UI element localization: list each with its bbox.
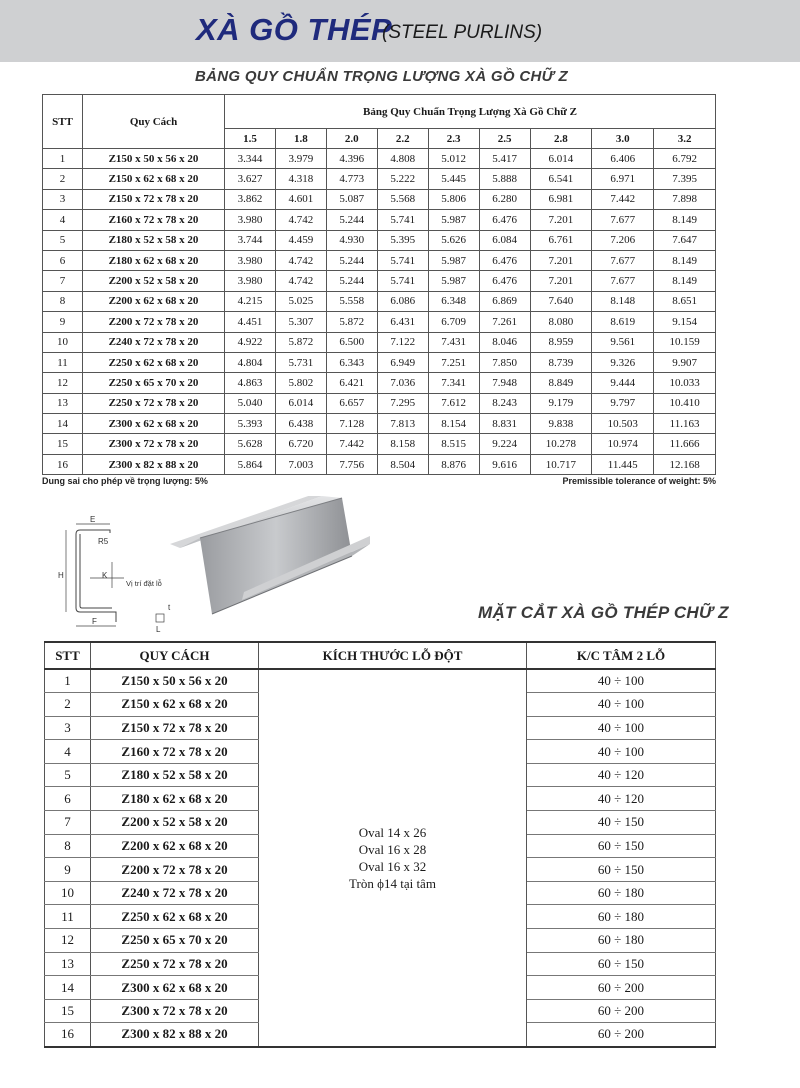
weight-cell: 4.215 bbox=[225, 291, 276, 311]
section-table-body bbox=[45, 669, 716, 1047]
row-dist: 60 ÷ 200 bbox=[527, 1023, 716, 1047]
weight-cell: 5.987 bbox=[428, 250, 479, 270]
weight-cell: 8.504 bbox=[377, 454, 428, 474]
row-dist: 60 ÷ 200 bbox=[527, 976, 716, 1000]
section-table bbox=[44, 641, 716, 1048]
row-stt: 13 bbox=[45, 952, 91, 976]
row-stt: 8 bbox=[43, 291, 83, 311]
weight-cell: 5.806 bbox=[428, 189, 479, 209]
weight-cell: 6.709 bbox=[428, 312, 479, 332]
row-stt: 15 bbox=[45, 999, 91, 1023]
weight-cell: 8.849 bbox=[530, 373, 592, 393]
row-stt: 15 bbox=[43, 434, 83, 454]
weight-cell: 7.647 bbox=[654, 230, 716, 250]
weight-cell: 4.601 bbox=[275, 189, 326, 209]
row-spec: Z250 x 72 x 78 x 20 bbox=[83, 393, 225, 413]
weight-cell: 8.619 bbox=[592, 312, 654, 332]
row-stt: 9 bbox=[45, 858, 91, 882]
weight-cell: 11.445 bbox=[592, 454, 654, 474]
weight-cell: 5.244 bbox=[326, 210, 377, 230]
col-stt-header: STT bbox=[45, 642, 91, 669]
hole-size-line: Oval 16 x 32 bbox=[358, 858, 427, 874]
weight-cell: 7.640 bbox=[530, 291, 592, 311]
row-stt: 2 bbox=[43, 169, 83, 189]
row-dist: 60 ÷ 180 bbox=[527, 929, 716, 953]
weight-cell: 5.802 bbox=[275, 373, 326, 393]
weight-cell: 5.741 bbox=[377, 210, 428, 230]
row-spec: Z300 x 82 x 88 x 20 bbox=[91, 1023, 259, 1047]
weight-cell: 3.627 bbox=[225, 169, 276, 189]
weight-cell: 5.445 bbox=[428, 169, 479, 189]
row-spec: Z250 x 62 x 68 x 20 bbox=[83, 352, 225, 372]
row-stt: 13 bbox=[43, 393, 83, 413]
table-row bbox=[43, 149, 716, 169]
row-spec: Z240 x 72 x 78 x 20 bbox=[91, 881, 259, 905]
row-spec: Z200 x 62 x 68 x 20 bbox=[91, 834, 259, 858]
weight-cell: 7.677 bbox=[592, 210, 654, 230]
thickness-header: 1.5 bbox=[225, 129, 276, 149]
weight-cell: 10.033 bbox=[654, 373, 716, 393]
weight-cell: 6.084 bbox=[479, 230, 530, 250]
weight-cell: 11.163 bbox=[654, 414, 716, 434]
row-spec: Z300 x 82 x 88 x 20 bbox=[83, 454, 225, 474]
row-dist: 40 ÷ 150 bbox=[527, 811, 716, 835]
weight-cell: 8.149 bbox=[654, 210, 716, 230]
weight-cell: 7.395 bbox=[654, 169, 716, 189]
row-spec: Z180 x 62 x 68 x 20 bbox=[83, 250, 225, 270]
z-purlin-diagram bbox=[52, 496, 372, 636]
weight-cell: 4.459 bbox=[275, 230, 326, 250]
weight-cell: 9.797 bbox=[592, 393, 654, 413]
weight-cell: 9.444 bbox=[592, 373, 654, 393]
hole-size-line: Oval 16 x 28 bbox=[358, 841, 427, 857]
row-spec: Z160 x 72 x 78 x 20 bbox=[91, 740, 259, 764]
hole-size-cell bbox=[259, 669, 527, 1047]
weight-cell: 8.149 bbox=[654, 271, 716, 291]
weight-cell: 7.756 bbox=[326, 454, 377, 474]
weight-cell: 4.742 bbox=[275, 210, 326, 230]
row-spec: Z250 x 62 x 68 x 20 bbox=[91, 905, 259, 929]
row-spec: Z200 x 52 x 58 x 20 bbox=[83, 271, 225, 291]
weight-cell: 6.348 bbox=[428, 291, 479, 311]
weight-cell: 5.012 bbox=[428, 149, 479, 169]
dim-label-k: K bbox=[102, 571, 108, 580]
dim-label-e: E bbox=[90, 515, 96, 524]
weight-cell: 5.888 bbox=[479, 169, 530, 189]
weight-cell: 3.980 bbox=[225, 210, 276, 230]
weight-cell: 10.159 bbox=[654, 332, 716, 352]
thickness-header: 3.2 bbox=[654, 129, 716, 149]
dim-label-f: F bbox=[92, 617, 97, 626]
weight-cell: 5.741 bbox=[377, 250, 428, 270]
tolerance-note-vi: Dung sai cho phép về trọng lượng: 5% bbox=[42, 476, 208, 486]
weight-cell: 5.872 bbox=[326, 312, 377, 332]
weight-cell: 8.739 bbox=[530, 352, 592, 372]
weight-cell: 5.987 bbox=[428, 210, 479, 230]
weight-cell: 3.744 bbox=[225, 230, 276, 250]
hole-size-line: Tròn ϕ14 tại tâm bbox=[349, 875, 436, 891]
weight-cell: 6.500 bbox=[326, 332, 377, 352]
weight-cell: 4.804 bbox=[225, 352, 276, 372]
weight-cell: 5.040 bbox=[225, 393, 276, 413]
weight-cell: 4.396 bbox=[326, 149, 377, 169]
table-row bbox=[43, 373, 716, 393]
weight-cell: 5.872 bbox=[275, 332, 326, 352]
row-stt: 3 bbox=[45, 716, 91, 740]
thickness-header: 2.0 bbox=[326, 129, 377, 149]
row-spec: Z250 x 65 x 70 x 20 bbox=[83, 373, 225, 393]
weight-cell: 4.922 bbox=[225, 332, 276, 352]
page-title: XÀ GỒ THÉP bbox=[196, 12, 393, 47]
weight-cell: 11.666 bbox=[654, 434, 716, 454]
weight-cell: 5.568 bbox=[377, 189, 428, 209]
row-spec: Z160 x 72 x 78 x 20 bbox=[83, 210, 225, 230]
weight-cell: 7.122 bbox=[377, 332, 428, 352]
row-dist: 40 ÷ 100 bbox=[527, 716, 716, 740]
row-stt: 5 bbox=[45, 763, 91, 787]
weight-cell: 6.476 bbox=[479, 250, 530, 270]
weight-cell: 3.980 bbox=[225, 271, 276, 291]
weight-cell: 10.410 bbox=[654, 393, 716, 413]
row-dist: 60 ÷ 180 bbox=[527, 905, 716, 929]
table-row bbox=[43, 250, 716, 270]
weight-cell: 7.201 bbox=[530, 250, 592, 270]
weight-cell: 6.476 bbox=[479, 210, 530, 230]
weight-cell: 6.792 bbox=[654, 149, 716, 169]
hole-size-line: Oval 14 x 26 bbox=[358, 824, 427, 840]
weight-cell: 5.222 bbox=[377, 169, 428, 189]
table-row bbox=[43, 414, 716, 434]
row-stt: 14 bbox=[45, 976, 91, 1000]
weight-cell: 9.561 bbox=[592, 332, 654, 352]
weight-cell: 7.442 bbox=[592, 189, 654, 209]
row-spec: Z180 x 52 x 58 x 20 bbox=[91, 763, 259, 787]
weight-cell: 6.720 bbox=[275, 434, 326, 454]
weight-cell: 5.864 bbox=[225, 454, 276, 474]
row-spec: Z300 x 72 x 78 x 20 bbox=[91, 999, 259, 1023]
row-spec: Z200 x 72 x 78 x 20 bbox=[83, 312, 225, 332]
weight-table bbox=[42, 94, 716, 475]
table-row bbox=[43, 271, 716, 291]
thickness-header: 2.8 bbox=[530, 129, 592, 149]
weight-cell: 8.148 bbox=[592, 291, 654, 311]
col-spec-header: QUY CÁCH bbox=[91, 642, 259, 669]
weight-cell: 9.154 bbox=[654, 312, 716, 332]
weight-cell: 6.280 bbox=[479, 189, 530, 209]
row-spec: Z180 x 62 x 68 x 20 bbox=[91, 787, 259, 811]
weight-cell: 7.341 bbox=[428, 373, 479, 393]
col-dist-header: K/C TÂM 2 LỖ bbox=[527, 642, 716, 669]
table-row bbox=[45, 669, 716, 693]
table-row bbox=[43, 352, 716, 372]
tolerance-note-en: Premissible tolerance of weight: 5% bbox=[562, 476, 716, 486]
weight-cell: 6.869 bbox=[479, 291, 530, 311]
thickness-header: 2.3 bbox=[428, 129, 479, 149]
row-dist: 40 ÷ 100 bbox=[527, 740, 716, 764]
weight-cell: 8.149 bbox=[654, 250, 716, 270]
row-stt: 4 bbox=[45, 740, 91, 764]
weight-cell: 5.628 bbox=[225, 434, 276, 454]
row-stt: 7 bbox=[45, 811, 91, 835]
weight-cell: 7.128 bbox=[326, 414, 377, 434]
row-stt: 1 bbox=[43, 149, 83, 169]
table-row bbox=[43, 454, 716, 474]
weight-cell: 9.616 bbox=[479, 454, 530, 474]
page-subtitle: (STEEL PURLINS) bbox=[382, 22, 543, 43]
row-stt: 2 bbox=[45, 693, 91, 717]
purlin-3d-render bbox=[170, 496, 370, 614]
row-dist: 40 ÷ 120 bbox=[527, 763, 716, 787]
row-stt: 12 bbox=[45, 929, 91, 953]
row-stt: 11 bbox=[45, 905, 91, 929]
weight-cell: 7.206 bbox=[592, 230, 654, 250]
row-spec: Z150 x 62 x 68 x 20 bbox=[91, 693, 259, 717]
row-spec: Z150 x 62 x 68 x 20 bbox=[83, 169, 225, 189]
row-dist: 40 ÷ 100 bbox=[527, 693, 716, 717]
row-stt: 12 bbox=[43, 373, 83, 393]
row-spec: Z150 x 72 x 78 x 20 bbox=[91, 716, 259, 740]
weight-cell: 3.344 bbox=[225, 149, 276, 169]
weight-cell: 4.318 bbox=[275, 169, 326, 189]
row-stt: 8 bbox=[45, 834, 91, 858]
weight-cell: 7.612 bbox=[428, 393, 479, 413]
row-dist: 40 ÷ 100 bbox=[527, 669, 716, 693]
weight-cell: 4.451 bbox=[225, 312, 276, 332]
row-stt: 3 bbox=[43, 189, 83, 209]
weight-cell: 10.717 bbox=[530, 454, 592, 474]
table-row bbox=[43, 393, 716, 413]
weight-cell: 4.742 bbox=[275, 271, 326, 291]
weight-cell: 6.086 bbox=[377, 291, 428, 311]
weight-cell: 7.898 bbox=[654, 189, 716, 209]
weight-cell: 3.979 bbox=[275, 149, 326, 169]
row-spec: Z200 x 72 x 78 x 20 bbox=[91, 858, 259, 882]
weight-cell: 4.863 bbox=[225, 373, 276, 393]
dim-label-t: t bbox=[168, 603, 171, 612]
weight-cell: 4.808 bbox=[377, 149, 428, 169]
hole-position-label: Vị trí đặt lỗ bbox=[126, 579, 162, 588]
weight-cell: 5.244 bbox=[326, 271, 377, 291]
weight-cell: 9.326 bbox=[592, 352, 654, 372]
weight-cell: 9.224 bbox=[479, 434, 530, 454]
row-spec: Z300 x 62 x 68 x 20 bbox=[83, 414, 225, 434]
thickness-header: 1.8 bbox=[275, 129, 326, 149]
row-stt: 16 bbox=[43, 454, 83, 474]
table-row bbox=[43, 230, 716, 250]
weight-cell: 7.813 bbox=[377, 414, 428, 434]
table-row bbox=[43, 189, 716, 209]
weight-cell: 5.558 bbox=[326, 291, 377, 311]
row-stt: 16 bbox=[45, 1023, 91, 1047]
dim-label-l: L bbox=[156, 625, 161, 634]
weight-cell: 12.168 bbox=[654, 454, 716, 474]
weight-cell: 8.046 bbox=[479, 332, 530, 352]
col-spec-header: Quy Cách bbox=[83, 95, 225, 149]
weight-cell: 7.850 bbox=[479, 352, 530, 372]
table-row bbox=[43, 434, 716, 454]
weight-cell: 6.014 bbox=[275, 393, 326, 413]
section-table-title: MẶT CẮT XÀ GỒ THÉP CHỮ Z bbox=[478, 603, 729, 622]
row-stt: 9 bbox=[43, 312, 83, 332]
row-dist: 60 ÷ 150 bbox=[527, 858, 716, 882]
weight-cell: 8.959 bbox=[530, 332, 592, 352]
weight-cell: 6.343 bbox=[326, 352, 377, 372]
row-stt: 6 bbox=[45, 787, 91, 811]
row-stt: 5 bbox=[43, 230, 83, 250]
weight-cell: 7.431 bbox=[428, 332, 479, 352]
weight-cell: 4.930 bbox=[326, 230, 377, 250]
weight-cell: 9.907 bbox=[654, 352, 716, 372]
weight-cell: 10.503 bbox=[592, 414, 654, 434]
thickness-header: 2.5 bbox=[479, 129, 530, 149]
weight-cell: 6.657 bbox=[326, 393, 377, 413]
table-row bbox=[43, 291, 716, 311]
weight-cell: 10.974 bbox=[592, 434, 654, 454]
weight-cell: 5.395 bbox=[377, 230, 428, 250]
row-spec: Z150 x 72 x 78 x 20 bbox=[83, 189, 225, 209]
weight-cell: 6.438 bbox=[275, 414, 326, 434]
weight-cell: 7.201 bbox=[530, 271, 592, 291]
weight-table-body bbox=[43, 149, 716, 475]
dim-label-h: H bbox=[58, 571, 64, 580]
row-spec: Z150 x 50 x 56 x 20 bbox=[83, 149, 225, 169]
weight-cell: 7.201 bbox=[530, 210, 592, 230]
weight-cell: 6.421 bbox=[326, 373, 377, 393]
weight-cell: 8.243 bbox=[479, 393, 530, 413]
weight-cell: 4.773 bbox=[326, 169, 377, 189]
row-spec: Z250 x 72 x 78 x 20 bbox=[91, 952, 259, 976]
weight-cell: 9.179 bbox=[530, 393, 592, 413]
row-stt: 10 bbox=[45, 881, 91, 905]
weight-cell: 7.295 bbox=[377, 393, 428, 413]
weight-cell: 8.515 bbox=[428, 434, 479, 454]
weight-cell: 7.003 bbox=[275, 454, 326, 474]
weight-cell: 7.442 bbox=[326, 434, 377, 454]
row-spec: Z300 x 62 x 68 x 20 bbox=[91, 976, 259, 1000]
row-spec: Z150 x 50 x 56 x 20 bbox=[91, 669, 259, 693]
table-row bbox=[43, 332, 716, 352]
weight-cell: 8.876 bbox=[428, 454, 479, 474]
table-row bbox=[43, 312, 716, 332]
weight-cell: 6.476 bbox=[479, 271, 530, 291]
row-dist: 60 ÷ 180 bbox=[527, 881, 716, 905]
row-spec: Z250 x 65 x 70 x 20 bbox=[91, 929, 259, 953]
weight-cell: 6.981 bbox=[530, 189, 592, 209]
thickness-header: 3.0 bbox=[592, 129, 654, 149]
weight-cell: 8.154 bbox=[428, 414, 479, 434]
row-stt: 10 bbox=[43, 332, 83, 352]
weight-cell: 5.307 bbox=[275, 312, 326, 332]
row-dist: 40 ÷ 120 bbox=[527, 787, 716, 811]
weight-cell: 8.080 bbox=[530, 312, 592, 332]
row-stt: 6 bbox=[43, 250, 83, 270]
weight-cell: 3.862 bbox=[225, 189, 276, 209]
row-stt: 11 bbox=[43, 352, 83, 372]
weight-cell: 6.949 bbox=[377, 352, 428, 372]
weight-cell: 6.406 bbox=[592, 149, 654, 169]
weight-cell: 8.158 bbox=[377, 434, 428, 454]
row-stt: 7 bbox=[43, 271, 83, 291]
weight-cell: 9.838 bbox=[530, 414, 592, 434]
row-dist: 60 ÷ 200 bbox=[527, 999, 716, 1023]
weight-cell: 8.651 bbox=[654, 291, 716, 311]
row-spec: Z180 x 52 x 58 x 20 bbox=[83, 230, 225, 250]
weight-cell: 6.541 bbox=[530, 169, 592, 189]
dim-label-r5: R5 bbox=[98, 537, 109, 546]
group-header: Bảng Quy Chuẩn Trọng Lượng Xà Gồ Chữ Z bbox=[225, 95, 716, 129]
table-row bbox=[43, 210, 716, 230]
weight-cell: 6.431 bbox=[377, 312, 428, 332]
table-row bbox=[43, 169, 716, 189]
weight-cell: 6.761 bbox=[530, 230, 592, 250]
weight-cell: 5.731 bbox=[275, 352, 326, 372]
weight-cell: 7.261 bbox=[479, 312, 530, 332]
weight-cell: 10.278 bbox=[530, 434, 592, 454]
row-stt: 14 bbox=[43, 414, 83, 434]
row-dist: 60 ÷ 150 bbox=[527, 834, 716, 858]
weight-cell: 6.971 bbox=[592, 169, 654, 189]
weight-cell: 7.677 bbox=[592, 271, 654, 291]
weight-cell: 7.036 bbox=[377, 373, 428, 393]
weight-cell: 5.025 bbox=[275, 291, 326, 311]
row-stt: 1 bbox=[45, 669, 91, 693]
cross-section-sketch bbox=[66, 524, 164, 626]
row-spec: Z200 x 62 x 68 x 20 bbox=[83, 291, 225, 311]
row-spec: Z300 x 72 x 78 x 20 bbox=[83, 434, 225, 454]
weight-table-title: BẢNG QUY CHUẨN TRỌNG LƯỢNG XÀ GỒ CHỮ Z bbox=[195, 68, 568, 85]
thickness-header: 2.2 bbox=[377, 129, 428, 149]
weight-cell: 6.014 bbox=[530, 149, 592, 169]
weight-cell: 7.948 bbox=[479, 373, 530, 393]
col-hole-header: KÍCH THƯỚC LỖ ĐỘT bbox=[259, 642, 527, 669]
weight-cell: 5.626 bbox=[428, 230, 479, 250]
weight-cell: 5.987 bbox=[428, 271, 479, 291]
weight-cell: 4.742 bbox=[275, 250, 326, 270]
col-stt-header: STT bbox=[43, 95, 83, 149]
weight-cell: 7.677 bbox=[592, 250, 654, 270]
weight-cell: 5.244 bbox=[326, 250, 377, 270]
row-stt: 4 bbox=[43, 210, 83, 230]
row-spec: Z200 x 52 x 58 x 20 bbox=[91, 811, 259, 835]
weight-cell: 5.087 bbox=[326, 189, 377, 209]
row-spec: Z240 x 72 x 78 x 20 bbox=[83, 332, 225, 352]
weight-cell: 5.393 bbox=[225, 414, 276, 434]
weight-cell: 5.417 bbox=[479, 149, 530, 169]
row-dist: 60 ÷ 150 bbox=[527, 952, 716, 976]
weight-cell: 8.831 bbox=[479, 414, 530, 434]
weight-cell: 5.741 bbox=[377, 271, 428, 291]
weight-cell: 3.980 bbox=[225, 250, 276, 270]
weight-cell: 7.251 bbox=[428, 352, 479, 372]
